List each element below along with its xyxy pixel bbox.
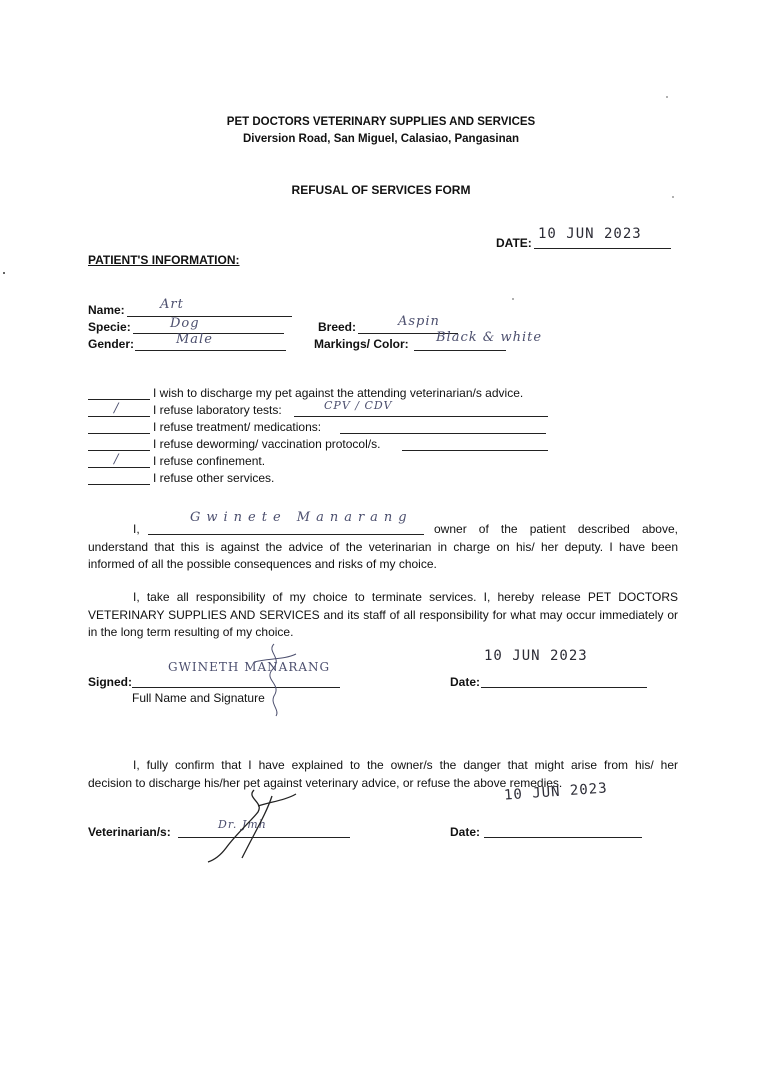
option-row xyxy=(88,454,558,471)
clinic-address: Diversion Road, San Miguel, Calasiao, Pangasinan xyxy=(242,133,520,145)
option-mark: / xyxy=(114,452,120,467)
gender-value: Male xyxy=(176,332,213,347)
statement2-line2: VETERINARY SUPPLIES AND SERVICES and its staff of all responsibility for what may occur immediately or xyxy=(88,608,678,622)
option-row xyxy=(88,399,558,420)
date-label: DATE: xyxy=(496,236,532,250)
veterinarian-label: Veterinarian/s: xyxy=(88,825,171,839)
statement1-line1: owner of the patient described above, xyxy=(434,522,678,536)
option-text: I refuse other services. xyxy=(153,471,275,485)
specie-label: Specie: xyxy=(88,320,131,334)
option-text: I wish to discharge my pet against the attending veterinarian/s advice. xyxy=(153,386,524,400)
signed-label: Signed: xyxy=(88,675,132,689)
option-mark: / xyxy=(114,401,120,416)
option-checkline xyxy=(88,416,150,417)
statement3-line1: I, fully confirm that I have explained to the owner/s the danger that might arise from his/ her xyxy=(133,758,678,772)
option-text: I refuse confinement. xyxy=(153,454,266,468)
option-checkline xyxy=(88,399,150,400)
date-stamp: 10 JUN 2023 xyxy=(538,226,642,242)
signed-line xyxy=(132,687,340,688)
veterinarian-date-stamp: 10 JUN 2023 xyxy=(503,780,609,804)
breed-label: Breed: xyxy=(318,320,357,334)
veterinarian-name: Dr. Jmh xyxy=(218,818,267,831)
clinic-name: PET DOCTORS VETERINARY SUPPLIES AND SERVICES xyxy=(226,116,536,128)
veterinarian-date-label: Date: xyxy=(450,825,481,839)
option-detail-line xyxy=(294,416,548,417)
option-detail: CPV / CDV xyxy=(324,399,393,412)
statement2-line3: in the long term resulting of my choice. xyxy=(88,625,294,639)
breed-value: Aspin xyxy=(398,314,440,329)
option-checkline xyxy=(88,484,150,485)
option-row xyxy=(88,420,558,437)
signed-date-label: Date: xyxy=(450,675,481,689)
markings-label: Markings/ Color: xyxy=(314,337,409,351)
option-row xyxy=(88,471,558,488)
option-checkline xyxy=(88,467,150,468)
specie-value: Dog xyxy=(170,316,200,331)
option-text: I refuse deworming/ vaccination protocol/s. xyxy=(153,437,381,451)
scan-speck xyxy=(666,96,668,98)
signed-date-stamp: 10 JUN 2023 xyxy=(484,648,588,664)
scan-speck xyxy=(3,272,5,274)
scan-speck xyxy=(512,298,514,300)
signed-date-line xyxy=(481,687,647,688)
option-row xyxy=(88,437,558,454)
name-line xyxy=(127,316,292,317)
signature-caption: Full Name and Signature xyxy=(132,691,265,705)
patient-info-heading: PATIENT'S INFORMATION: xyxy=(88,253,240,267)
name-value: Art xyxy=(160,297,184,312)
date-line xyxy=(534,248,671,249)
option-detail-line xyxy=(402,450,548,451)
veterinarian-signature-scribble xyxy=(196,784,316,864)
statement1-prefix: I, xyxy=(133,522,140,536)
statement3-line2: decision to discharge his/her pet against veterinary advice, or refuse the above remedies. xyxy=(88,776,563,790)
markings-line xyxy=(414,350,506,351)
scan-speck xyxy=(672,196,674,198)
statement1-line3: informed of all the possible consequences and risks of my choice. xyxy=(88,557,437,571)
option-text: I refuse treatment/ medications: xyxy=(153,420,322,434)
statement1-line2: understand that this is against the advice of the veterinarian in charge on his/ her deputy. I have been xyxy=(88,540,678,554)
statement2-line1: I, take all responsibility of my choice to terminate services. I, hereby release PET DOCTORS xyxy=(133,590,678,604)
options-list xyxy=(88,386,558,488)
option-detail-line xyxy=(340,433,546,434)
form-title: REFUSAL OF SERVICES FORM xyxy=(291,183,471,197)
owner-name-value: Gwinete Manarang xyxy=(190,510,413,525)
owner-name-line xyxy=(148,534,424,535)
option-row xyxy=(88,386,558,403)
markings-value: Black & white xyxy=(436,330,543,345)
option-text: I refuse laboratory tests: xyxy=(153,403,282,417)
gender-line xyxy=(135,350,286,351)
option-checkline xyxy=(88,450,150,451)
owner-signature-scribble xyxy=(244,640,304,720)
veterinarian-date-line xyxy=(484,837,642,838)
name-label: Name: xyxy=(88,303,125,317)
signed-name: GWINETH MANARANG xyxy=(168,660,331,674)
gender-label: Gender: xyxy=(88,337,135,351)
option-checkline xyxy=(88,433,150,434)
